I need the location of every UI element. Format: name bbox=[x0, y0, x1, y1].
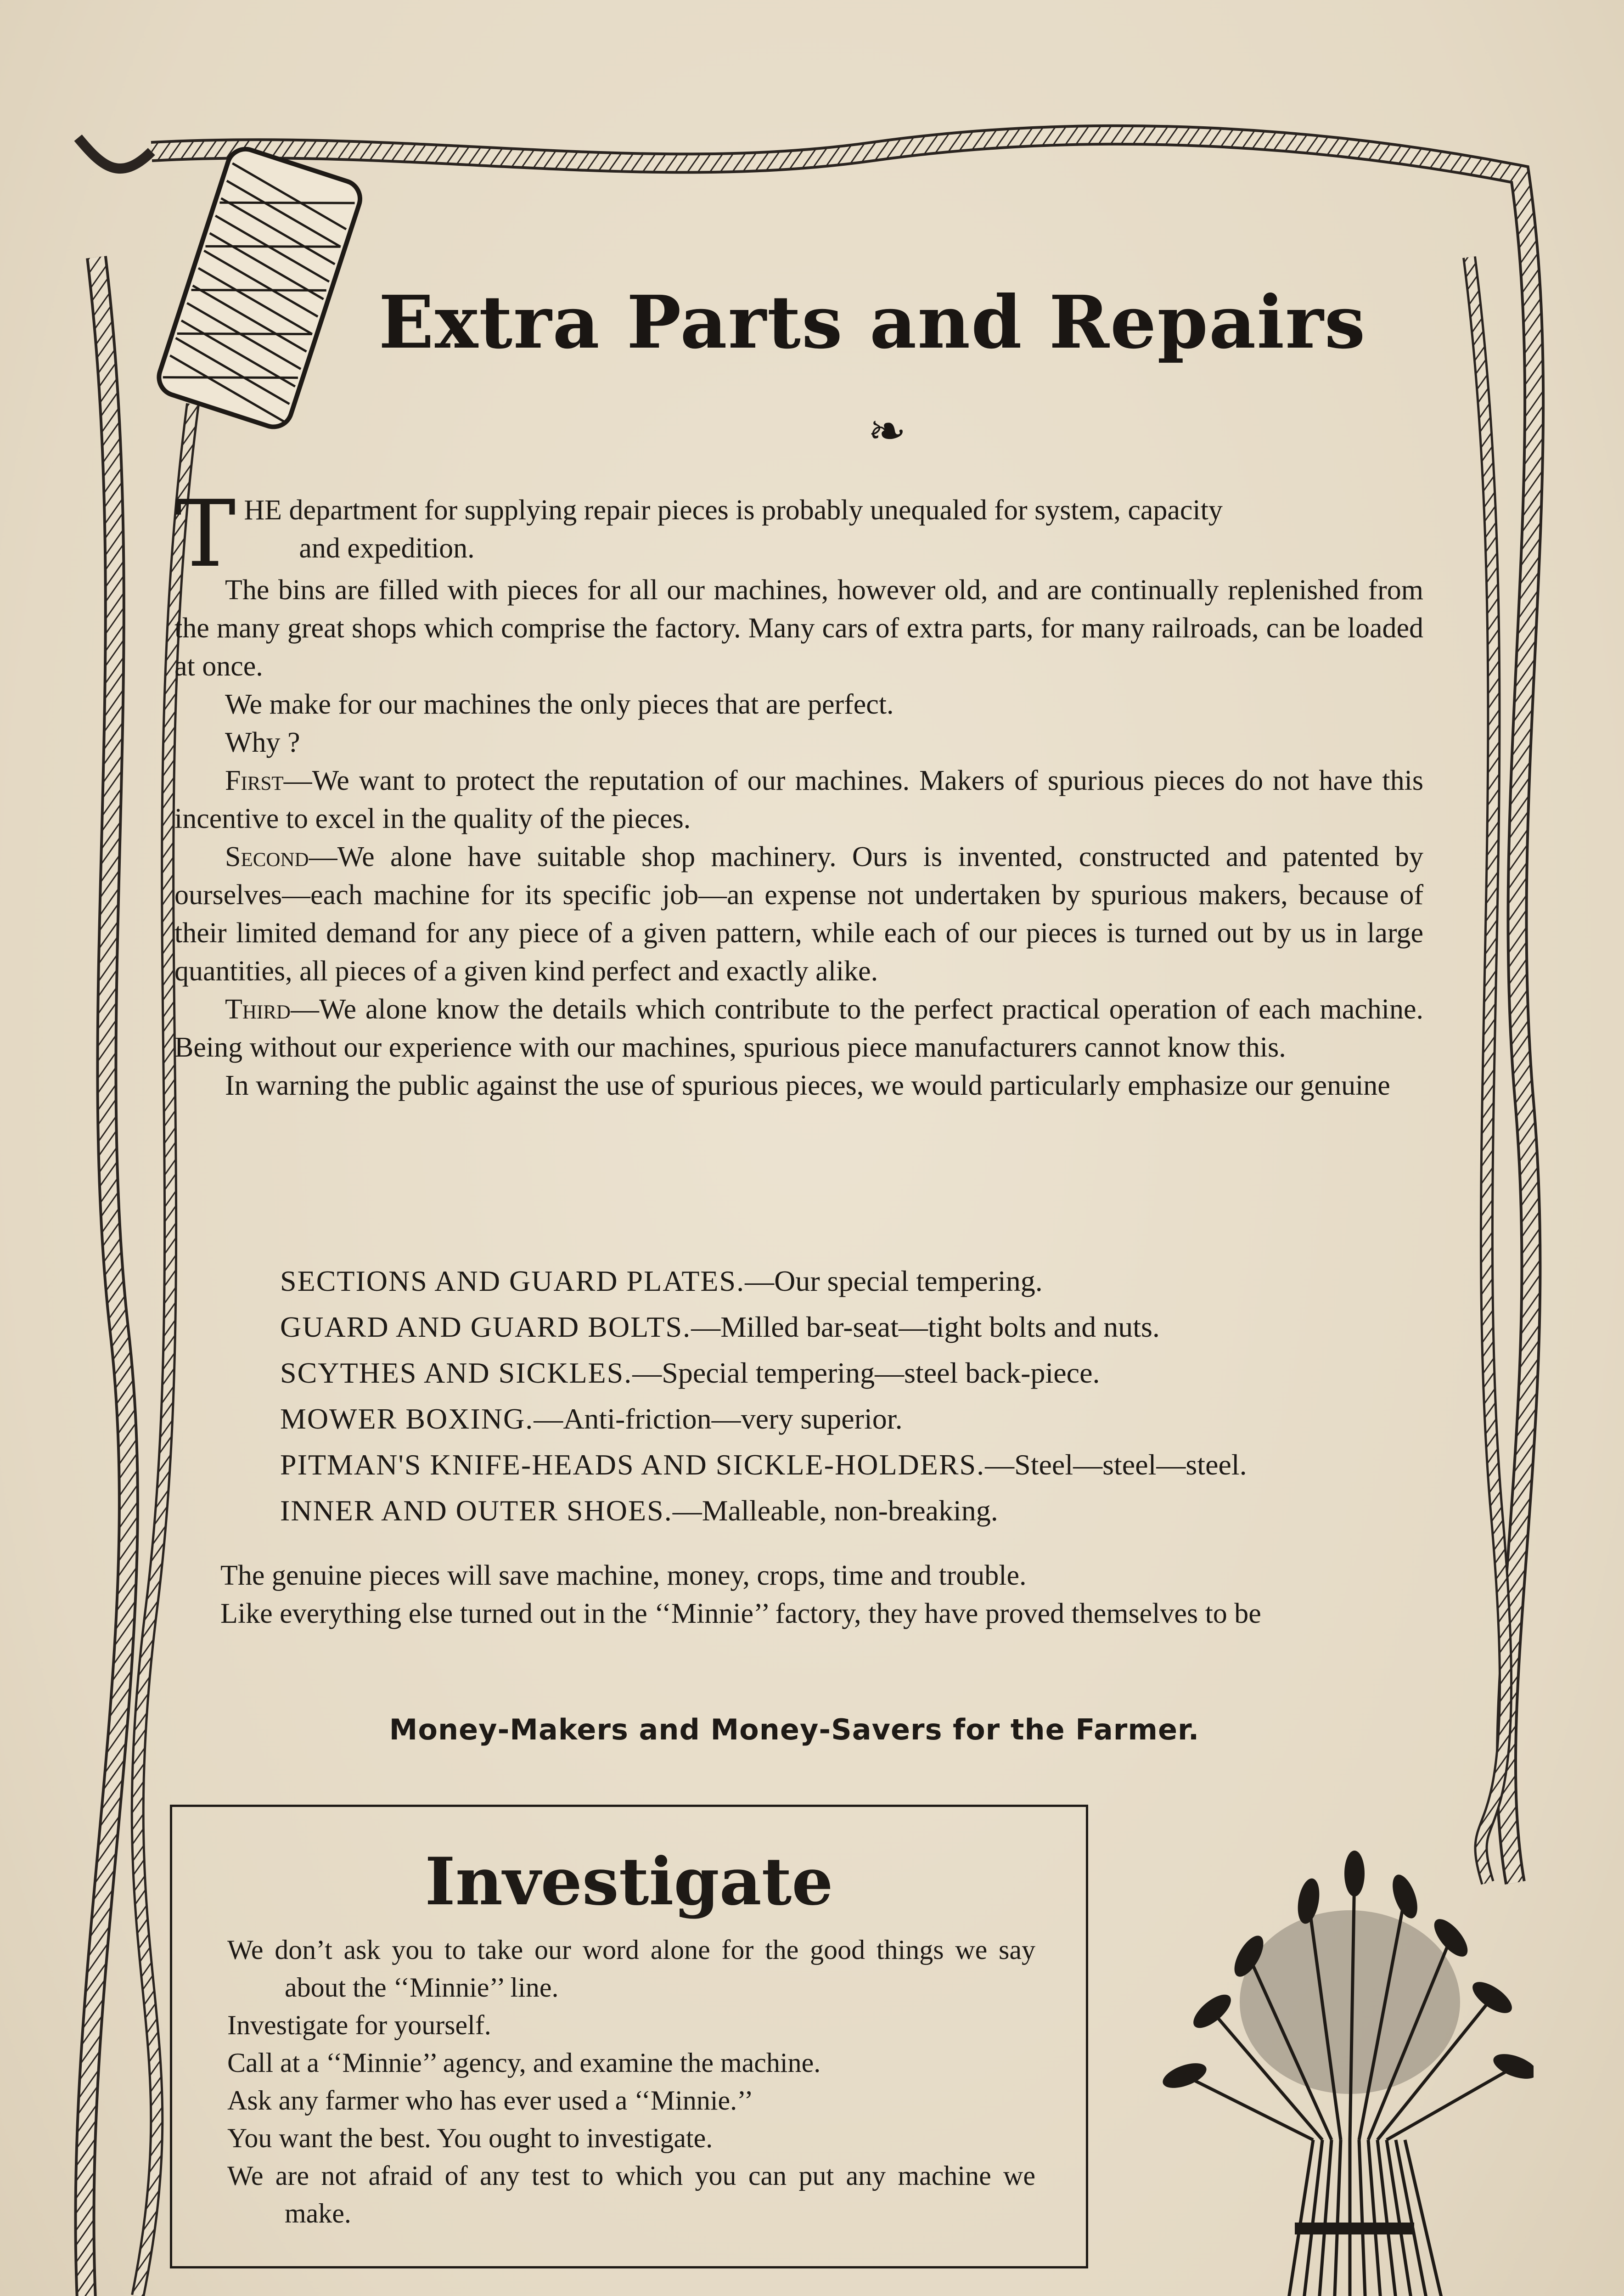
closing-text bbox=[170, 1557, 1419, 1633]
reason-second-label: Second bbox=[225, 841, 309, 872]
page-title: Extra Parts and Repairs bbox=[378, 280, 1366, 365]
reason-second-text: —We alone have suitable shop machinery. Ours is invented, constructed and patented by ourselves—each machine for its specific job—an expense not undertaken by spurious makers, because of their limited demand for any piece of a given pattern, while each of our pieces is turned out by us in large quantities, all pieces of a given kind perfect and exactly alike. bbox=[174, 841, 1423, 987]
drop-cap: T bbox=[174, 481, 236, 588]
list-item: PITMAN'S KNIFE-HEADS AND SICKLE-HOLDERS.—Steel—steel—steel. bbox=[280, 1448, 1247, 1481]
investigate-line: Ask any farmer who has ever used a ‘‘Minnie.’’ bbox=[227, 2085, 753, 2116]
list-item: MOWER BOXING.—Anti-friction—very superior. bbox=[280, 1402, 903, 1435]
list-item: GUARD AND GUARD BOLTS.—Milled bar-seat—tight bolts and nuts. bbox=[280, 1311, 1160, 1343]
genuine-pieces-list bbox=[280, 1258, 1474, 1534]
investigate-title: Investigate bbox=[425, 1844, 833, 1920]
warning-paragraph: In warning the public against the use of spurious pieces, we would particularly emphasize our genuine bbox=[225, 1070, 1390, 1101]
reason-first bbox=[174, 762, 1423, 838]
investigate-line: Investigate for yourself. bbox=[227, 2010, 491, 2040]
investigate-line: You want the best. You ought to investigate. bbox=[227, 2123, 713, 2153]
reason-first-label: First bbox=[225, 765, 284, 796]
intro-paragraph-1 bbox=[174, 481, 1423, 588]
investigate-line: We are not afraid of any test to which you can put any machine we make. bbox=[227, 2161, 1035, 2228]
investigate-text bbox=[227, 1931, 1035, 2232]
list-item: INNER AND OUTER SHOES.—Malleable, non-breaking. bbox=[280, 1494, 998, 1527]
reason-first-text: —We want to protect the reputation of our machines. Makers of spurious pieces do not have this incentive to excel in the quality of the pieces. bbox=[174, 765, 1423, 834]
fleuron-icon: ❧ bbox=[868, 406, 906, 457]
reason-third bbox=[174, 990, 1423, 1067]
investigate-line: We don’t ask you to take our word alone for the good things we say about the ‘‘Minnie’’ line. bbox=[227, 1935, 1035, 2003]
list-item: SECTIONS AND GUARD PLATES.—Our special tempering. bbox=[280, 1265, 1043, 1297]
closing-paragraph-2: Like everything else turned out in the ‘‘Minnie’’ factory, they have proved themselves to be bbox=[220, 1598, 1261, 1629]
closing-paragraph-1: The genuine pieces will save machine, money, crops, time and trouble. bbox=[220, 1560, 1027, 1591]
intro-paragraph-3: We make for our machines the only pieces that are perfect. bbox=[225, 689, 894, 720]
intro-p1-text: HE department for supplying repair pieces is probably unequaled for system, capacity bbox=[244, 495, 1223, 526]
slogan: Money-Makers and Money-Savers for the Farmer. bbox=[389, 1713, 1200, 1746]
intro-paragraph-4: Why ? bbox=[225, 727, 300, 758]
wheat-sheaf-icon bbox=[1157, 1818, 1534, 2296]
reason-third-text: —We alone know the details which contribute to the perfect practical operation of each machine. Being without our experience with our machines, spurious piece manufacturers cannot know this. bbox=[174, 994, 1423, 1063]
intro-paragraph-2: The bins are filled with pieces for all our machines, however old, and are continually replenished from the many great shops which comprise the factory. Many cars of extra parts, for many railroads, can be loaded at once. bbox=[174, 574, 1423, 682]
reason-third-label: Third bbox=[225, 994, 291, 1025]
reason-second bbox=[174, 838, 1423, 990]
list-item: SCYTHES AND SICKLES.—Special tempering—steel back-piece. bbox=[280, 1356, 1100, 1389]
intro-p1-cont: and expedition. bbox=[299, 533, 475, 564]
investigate-line: Call at a ‘‘Minnie’’ agency, and examine the machine. bbox=[227, 2048, 821, 2078]
intro-body bbox=[174, 481, 1423, 1105]
investigate-box bbox=[170, 1805, 1088, 2268]
